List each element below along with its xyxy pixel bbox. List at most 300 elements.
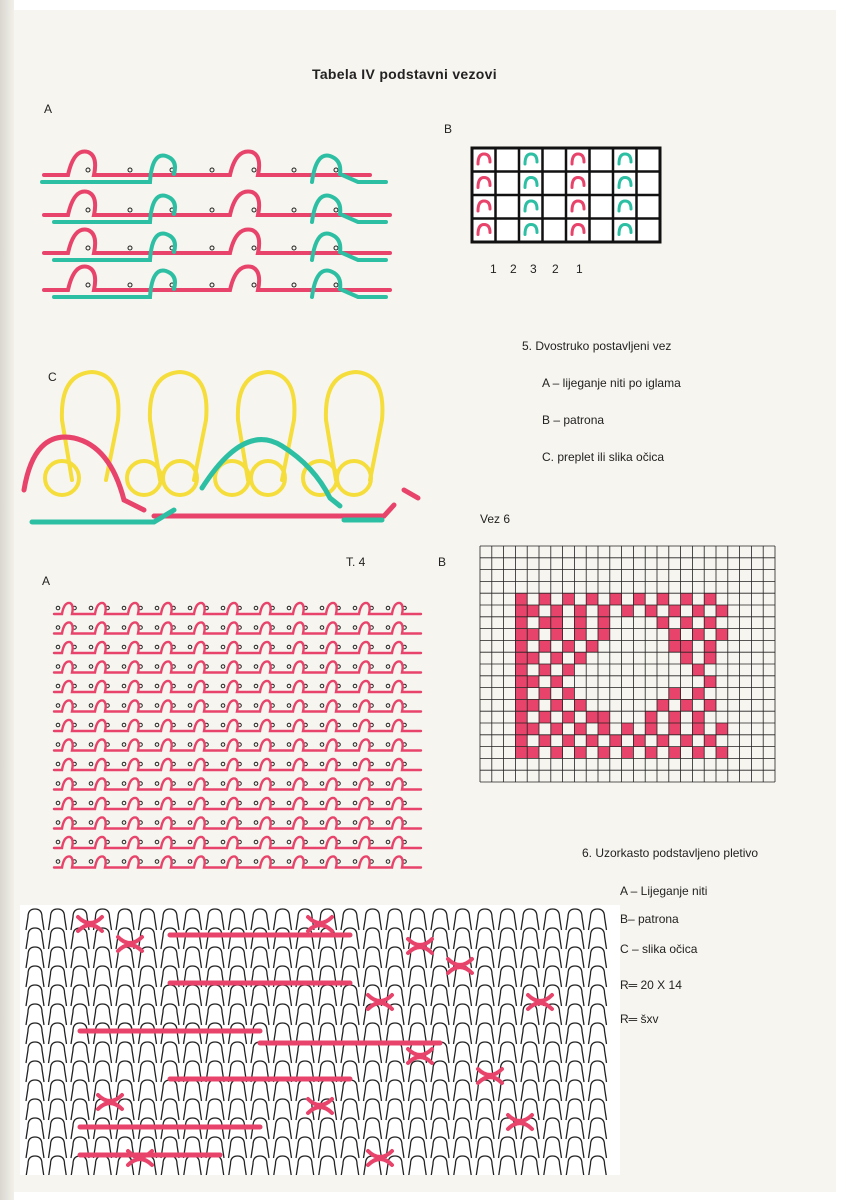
- pattern-cell: [515, 593, 527, 605]
- needle-dot: [56, 645, 60, 649]
- pattern-cell: [515, 652, 527, 664]
- needle-dot: [89, 606, 93, 610]
- needle-dot: [353, 684, 357, 688]
- needle-dot: [155, 684, 159, 688]
- yellow-ring: [251, 461, 285, 495]
- needle-dot: [89, 782, 93, 786]
- pattern-cell: [527, 652, 539, 664]
- pattern-cell: [515, 605, 527, 617]
- needle-dot: [56, 723, 60, 727]
- needle-dot: [320, 840, 324, 844]
- pattern-cell: [622, 723, 634, 735]
- pattern-cell: [563, 735, 575, 747]
- pattern-cell: [669, 747, 681, 759]
- needle-dot: [221, 821, 225, 825]
- needle-dot: [386, 743, 390, 747]
- needle-dot: [128, 283, 132, 287]
- pattern-cell: [515, 723, 527, 735]
- needle-dot: [386, 684, 390, 688]
- yellow-loop: [150, 372, 207, 480]
- needle-dot: [320, 665, 324, 669]
- pattern-cell: [527, 676, 539, 688]
- needle-dot: [155, 762, 159, 766]
- needle-dot: [122, 840, 126, 844]
- pattern-cell: [716, 605, 728, 617]
- fig5-needle-diagram: [40, 130, 420, 305]
- pattern-cell: [515, 747, 527, 759]
- pattern-cell: [574, 629, 586, 641]
- needle-dot: [221, 782, 225, 786]
- needle-dot: [221, 645, 225, 649]
- needle-dot: [86, 208, 90, 212]
- needle-dot: [188, 762, 192, 766]
- needle-dot: [128, 246, 132, 250]
- needle-dot: [128, 168, 132, 172]
- needle-dot: [86, 283, 90, 287]
- pattern-cell: [574, 617, 586, 629]
- needle-dot: [188, 743, 192, 747]
- needle-dot: [254, 723, 258, 727]
- pattern-cell: [645, 747, 657, 759]
- pattern-cell: [716, 629, 728, 641]
- needle-dot: [386, 606, 390, 610]
- needle-dot: [122, 743, 126, 747]
- needle-dot: [292, 208, 296, 212]
- fig5-legend-b: B – patrona: [542, 413, 605, 427]
- pattern-cell: [574, 723, 586, 735]
- fig6-t-label: T. 4: [346, 555, 366, 569]
- pattern-cell: [539, 735, 551, 747]
- pattern-cell: [527, 629, 539, 641]
- pattern-cell: [551, 617, 563, 629]
- needle-dot: [210, 246, 214, 250]
- needle-dot: [353, 860, 357, 864]
- needle-dot: [122, 684, 126, 688]
- needle-dot: [353, 762, 357, 766]
- needle-dot: [287, 801, 291, 805]
- needle-dot: [89, 762, 93, 766]
- needle-dot: [155, 743, 159, 747]
- needle-dot: [210, 168, 214, 172]
- needle-dot: [292, 283, 296, 287]
- needle-dot: [56, 762, 60, 766]
- pattern-cell: [515, 617, 527, 629]
- needle-dot: [287, 743, 291, 747]
- pattern-cell: [681, 652, 693, 664]
- pattern-cell: [622, 747, 634, 759]
- needle-dot: [56, 665, 60, 669]
- pattern-cell: [610, 593, 622, 605]
- needle-dot: [122, 762, 126, 766]
- pattern-cell: [704, 699, 716, 711]
- pattern-cell: [551, 629, 563, 641]
- pattern-cell: [669, 629, 681, 641]
- needle-dot: [254, 645, 258, 649]
- needle-dot: [386, 704, 390, 708]
- pattern-cell: [539, 711, 551, 723]
- page-title: Tabela IV podstavni vezovi: [312, 66, 497, 82]
- needle-dot: [287, 782, 291, 786]
- pattern-cell: [574, 699, 586, 711]
- needle-dot: [320, 704, 324, 708]
- needle-dot: [221, 723, 225, 727]
- needle-dot: [254, 762, 258, 766]
- pattern-cell: [657, 593, 669, 605]
- needle-dot: [188, 645, 192, 649]
- yellow-ring: [163, 461, 197, 495]
- needle-dot: [56, 821, 60, 825]
- pattern-number: 2: [552, 262, 559, 276]
- pattern-cell: [598, 617, 610, 629]
- needle-dot: [89, 626, 93, 630]
- yellow-loop: [326, 372, 383, 480]
- needle-dot: [386, 665, 390, 669]
- pattern-number: 1: [576, 262, 583, 276]
- needle-dot: [188, 723, 192, 727]
- needle-dot: [320, 821, 324, 825]
- needle-dot: [254, 801, 258, 805]
- pattern-cell: [598, 711, 610, 723]
- pattern-cell: [527, 723, 539, 735]
- pattern-cell: [598, 723, 610, 735]
- needle-dot: [334, 168, 338, 172]
- needle-dot: [353, 606, 357, 610]
- fig5-pattern-grid: [470, 146, 670, 256]
- needle-dot: [122, 860, 126, 864]
- needle-dot: [386, 821, 390, 825]
- pattern-cell: [574, 747, 586, 759]
- book-spine: [0, 0, 14, 1200]
- needle-dot: [188, 860, 192, 864]
- needle-dot: [122, 821, 126, 825]
- needle-dot: [254, 684, 258, 688]
- needle-dot: [155, 782, 159, 786]
- needle-dot: [386, 840, 390, 844]
- needle-dot: [287, 821, 291, 825]
- needle-dot: [155, 645, 159, 649]
- teal-thread: [54, 271, 386, 297]
- pattern-cell: [563, 640, 575, 652]
- needle-dot: [287, 626, 291, 630]
- pattern-cell: [692, 711, 704, 723]
- pattern-cell: [515, 735, 527, 747]
- needle-dot: [254, 606, 258, 610]
- pattern-cell: [515, 688, 527, 700]
- needle-dot: [353, 723, 357, 727]
- needle-dot: [155, 840, 159, 844]
- needle-dot: [386, 782, 390, 786]
- needle-dot: [320, 723, 324, 727]
- needle-dot: [56, 860, 60, 864]
- needle-dot: [188, 801, 192, 805]
- needle-dot: [254, 840, 258, 844]
- fig5-loop-diagram: [14, 360, 434, 540]
- needle-dot: [89, 684, 93, 688]
- fig6-needle-diagram: [48, 598, 438, 876]
- needle-dot: [287, 684, 291, 688]
- needle-dot: [334, 246, 338, 250]
- red-thread: [404, 490, 418, 498]
- pattern-cell: [692, 688, 704, 700]
- pattern-cell: [598, 629, 610, 641]
- needle-dot: [334, 283, 338, 287]
- pattern-cell: [657, 617, 669, 629]
- needle-dot: [353, 821, 357, 825]
- needle-dot: [320, 782, 324, 786]
- needle-dot: [122, 723, 126, 727]
- pattern-cell: [704, 652, 716, 664]
- pattern-cell: [551, 699, 563, 711]
- pattern-cell: [622, 605, 634, 617]
- needle-dot: [320, 801, 324, 805]
- needle-dot: [155, 665, 159, 669]
- needle-dot: [254, 743, 258, 747]
- needle-dot: [155, 704, 159, 708]
- pattern-cell: [681, 640, 693, 652]
- needle-dot: [386, 762, 390, 766]
- pattern-cell: [563, 711, 575, 723]
- pattern-cell: [692, 629, 704, 641]
- needle-dot: [287, 665, 291, 669]
- needle-dot: [254, 860, 258, 864]
- needle-dot: [188, 606, 192, 610]
- fig6-r2: R═ šxv: [620, 1012, 659, 1026]
- fig5-label-b: B: [444, 122, 453, 136]
- needle-dot: [386, 723, 390, 727]
- pattern-cell: [527, 747, 539, 759]
- pattern-cell: [515, 640, 527, 652]
- pattern-cell: [515, 664, 527, 676]
- needle-dot: [89, 801, 93, 805]
- needle-dot: [287, 840, 291, 844]
- needle-dot: [188, 704, 192, 708]
- needle-dot: [86, 168, 90, 172]
- needle-dot: [353, 743, 357, 747]
- needle-dot: [89, 645, 93, 649]
- needle-dot: [155, 860, 159, 864]
- fig6-legend-b: B– patrona: [620, 912, 679, 926]
- needle-dot: [56, 606, 60, 610]
- pattern-cell: [669, 688, 681, 700]
- pattern-cell: [563, 688, 575, 700]
- pattern-cell: [527, 699, 539, 711]
- fig5-label-a: A: [44, 102, 53, 116]
- pattern-cell: [645, 605, 657, 617]
- pattern-cell: [586, 711, 598, 723]
- fig6-vez-label: Vez 6: [480, 512, 511, 526]
- pattern-cell: [645, 711, 657, 723]
- yellow-ring: [337, 461, 371, 495]
- needle-dot: [252, 208, 256, 212]
- pattern-cell: [692, 747, 704, 759]
- pattern-cell: [692, 664, 704, 676]
- pattern-cell: [563, 664, 575, 676]
- needle-dot: [155, 801, 159, 805]
- needle-dot: [254, 704, 258, 708]
- pattern-cell: [681, 593, 693, 605]
- needle-dot: [353, 840, 357, 844]
- needle-dot: [86, 246, 90, 250]
- pattern-cell: [716, 723, 728, 735]
- needle-dot: [353, 801, 357, 805]
- needle-dot: [56, 782, 60, 786]
- pattern-cell: [551, 747, 563, 759]
- fig6-r1: R═ 20 X 14: [620, 978, 682, 992]
- pattern-cell: [551, 676, 563, 688]
- pattern-cell: [704, 640, 716, 652]
- pattern-cell: [669, 640, 681, 652]
- pattern-cell: [586, 593, 598, 605]
- pattern-cell: [539, 617, 551, 629]
- needle-dot: [252, 246, 256, 250]
- needle-dot: [188, 821, 192, 825]
- pattern-cell: [704, 593, 716, 605]
- needle-dot: [122, 782, 126, 786]
- needle-dot: [287, 704, 291, 708]
- pattern-cell: [704, 676, 716, 688]
- pattern-cell: [539, 688, 551, 700]
- needle-dot: [353, 645, 357, 649]
- needle-dot: [122, 626, 126, 630]
- pattern-cell: [539, 640, 551, 652]
- pattern-cell: [539, 593, 551, 605]
- needle-dot: [320, 684, 324, 688]
- needle-dot: [89, 704, 93, 708]
- pattern-cell: [515, 711, 527, 723]
- needle-dot: [320, 606, 324, 610]
- needle-dot: [320, 762, 324, 766]
- fig6-label-a: A: [42, 574, 51, 588]
- needle-dot: [221, 762, 225, 766]
- needle-dot: [221, 743, 225, 747]
- needle-dot: [56, 801, 60, 805]
- needle-dot: [221, 840, 225, 844]
- pattern-cell: [657, 735, 669, 747]
- fig5-legend-a: A – lijeganje niti po iglama: [542, 376, 681, 390]
- teal-thread: [54, 234, 386, 260]
- needle-dot: [254, 665, 258, 669]
- pattern-cell: [515, 629, 527, 641]
- needle-dot: [155, 821, 159, 825]
- needle-dot: [334, 208, 338, 212]
- needle-dot: [89, 723, 93, 727]
- teal-thread: [54, 196, 386, 222]
- needle-dot: [89, 665, 93, 669]
- needle-dot: [89, 821, 93, 825]
- pattern-cell: [551, 723, 563, 735]
- fig6-legend-c: C – slika očica: [620, 942, 698, 956]
- pattern-cell: [669, 605, 681, 617]
- needle-dot: [56, 684, 60, 688]
- pattern-cell: [515, 699, 527, 711]
- pattern-cell: [610, 735, 622, 747]
- fig5-legend-c: C. preplet ili slika očica: [542, 450, 665, 464]
- needle-dot: [56, 626, 60, 630]
- pattern-number: 1: [490, 262, 497, 276]
- needle-dot: [287, 762, 291, 766]
- needle-dot: [188, 665, 192, 669]
- pattern-cell: [681, 699, 693, 711]
- needle-dot: [320, 743, 324, 747]
- needle-dot: [155, 606, 159, 610]
- needle-dot: [188, 782, 192, 786]
- fig6-label-b: B: [438, 555, 447, 569]
- red-thread: [44, 151, 370, 175]
- needle-dot: [386, 860, 390, 864]
- needle-dot: [221, 704, 225, 708]
- needle-dot: [320, 860, 324, 864]
- pattern-cell: [669, 711, 681, 723]
- needle-dot: [254, 626, 258, 630]
- needle-dot: [122, 704, 126, 708]
- needle-dot: [122, 665, 126, 669]
- needle-dot: [221, 860, 225, 864]
- needle-dot: [89, 860, 93, 864]
- fig5-label-c: C: [48, 370, 57, 384]
- needle-dot: [128, 208, 132, 212]
- pattern-cell: [598, 747, 610, 759]
- needle-dot: [221, 684, 225, 688]
- pattern-cell: [657, 699, 669, 711]
- yellow-ring: [45, 461, 79, 495]
- needle-dot: [292, 246, 296, 250]
- pattern-cell: [551, 652, 563, 664]
- needle-dot: [386, 626, 390, 630]
- pattern-cell: [681, 617, 693, 629]
- pattern-cell: [716, 747, 728, 759]
- needle-dot: [287, 723, 291, 727]
- pattern-cell: [681, 735, 693, 747]
- needle-dot: [155, 723, 159, 727]
- fig6-legend-a: A – Lijeganje niti: [620, 884, 708, 898]
- needle-dot: [210, 208, 214, 212]
- needle-dot: [89, 840, 93, 844]
- needle-dot: [89, 743, 93, 747]
- needle-dot: [254, 821, 258, 825]
- needle-dot: [320, 645, 324, 649]
- pattern-number: 2: [510, 262, 517, 276]
- needle-dot: [287, 645, 291, 649]
- pattern-cell: [633, 593, 645, 605]
- needle-dot: [353, 782, 357, 786]
- needle-dot: [56, 840, 60, 844]
- fig5-caption: 5. Dvostruko postavljeni vez: [522, 339, 672, 353]
- needle-dot: [386, 801, 390, 805]
- needle-dot: [210, 283, 214, 287]
- needle-dot: [188, 840, 192, 844]
- pattern-cell: [704, 617, 716, 629]
- needle-dot: [56, 743, 60, 747]
- needle-dot: [287, 606, 291, 610]
- fig6-caption: 6. Uzorkasto podstavljeno pletivo: [582, 846, 759, 860]
- pattern-cell: [574, 605, 586, 617]
- needle-dot: [353, 626, 357, 630]
- needle-dot: [254, 782, 258, 786]
- needle-dot: [122, 645, 126, 649]
- pattern-cell: [645, 723, 657, 735]
- pattern-cell: [586, 735, 598, 747]
- needle-dot: [353, 704, 357, 708]
- needle-dot: [155, 626, 159, 630]
- pattern-cell: [551, 605, 563, 617]
- needle-dot: [122, 801, 126, 805]
- fig6-pattern-grid: [478, 544, 780, 784]
- pattern-cell: [574, 652, 586, 664]
- needle-dot: [353, 665, 357, 669]
- red-thread: [154, 505, 394, 516]
- needle-dot: [56, 704, 60, 708]
- pattern-cell: [515, 676, 527, 688]
